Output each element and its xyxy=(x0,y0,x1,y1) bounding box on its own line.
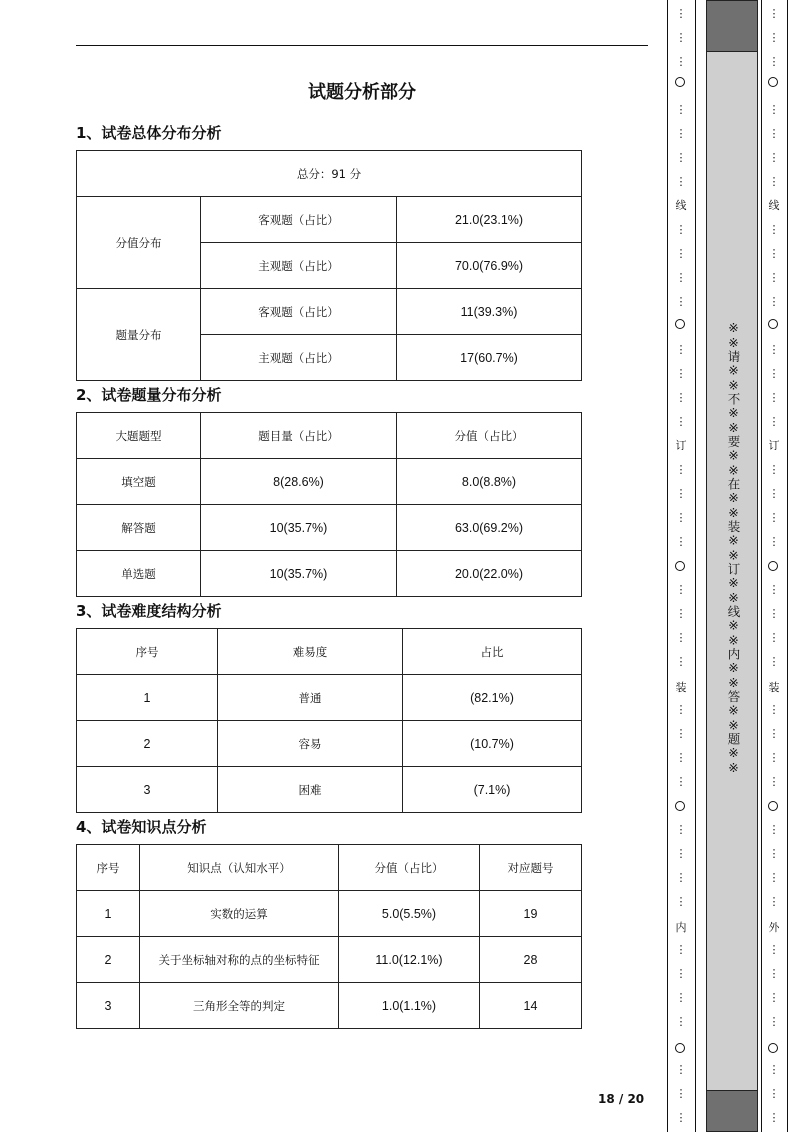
binding-dots: ⋮ xyxy=(675,127,687,140)
table-cell: 实数的运算 xyxy=(140,891,339,937)
table-cell: 单选题 xyxy=(77,551,201,597)
table-row xyxy=(77,551,582,597)
table-cell: (82.1%) xyxy=(403,675,582,721)
binding-dots: ⋮ xyxy=(675,1063,687,1076)
binding-dots: ⋮ xyxy=(768,487,780,500)
section-1-title: 1、试卷总体分布分析 xyxy=(76,124,222,142)
column-header: 占比 xyxy=(403,629,582,675)
section-4-title: 4、试卷知识点分析 xyxy=(76,818,207,836)
binding-dots: ⋮ xyxy=(768,895,780,908)
table-cell: 63.0(69.2%) xyxy=(397,505,582,551)
binding-line-outer-right xyxy=(787,0,788,1132)
binding-strip-bottom-block xyxy=(706,1090,758,1132)
binding-dots: ⋮ xyxy=(768,727,780,740)
table-row xyxy=(77,197,582,243)
table-row xyxy=(77,675,582,721)
binding-dots: ⋮ xyxy=(768,7,780,20)
table-row xyxy=(77,459,582,505)
binding-dots: ⋮ xyxy=(675,391,687,404)
table-cell: 1 xyxy=(77,675,218,721)
binding-dots: ⋮ xyxy=(768,127,780,140)
binding-dots: ⋮ xyxy=(675,151,687,164)
binding-hole-circle xyxy=(768,319,778,329)
count-group-cell: 题量分布 xyxy=(77,289,201,381)
binding-dots: ⋮ xyxy=(768,415,780,428)
overall-distribution-table xyxy=(76,150,582,381)
binding-line-outer-left xyxy=(761,0,762,1132)
table-cell: 70.0(76.9%) xyxy=(397,243,582,289)
binding-dots: ⋮ xyxy=(675,1087,687,1100)
binding-dots: ⋮ xyxy=(768,1087,780,1100)
binding-dots: ⋮ xyxy=(675,631,687,644)
binding-dots: ⋮ xyxy=(675,511,687,524)
binding-dots: ⋮ xyxy=(675,247,687,260)
table-row xyxy=(77,891,582,937)
table-cell: 11.0(12.1%) xyxy=(339,937,480,983)
binding-dots: ⋮ xyxy=(768,343,780,356)
table-cell: 填空题 xyxy=(77,459,201,505)
binding-line-inner-right xyxy=(695,0,696,1132)
binding-char-outside: 外 xyxy=(768,921,780,934)
table-cell: 2 xyxy=(77,721,218,767)
table-cell: (10.7%) xyxy=(403,721,582,767)
binding-dots: ⋮ xyxy=(768,703,780,716)
header-rule xyxy=(76,45,648,46)
binding-dots: ⋮ xyxy=(768,1111,780,1124)
table-cell: 10(35.7%) xyxy=(201,551,397,597)
binding-dots: ⋮ xyxy=(675,607,687,620)
binding-dots: ⋮ xyxy=(675,367,687,380)
binding-char-line: 线 xyxy=(675,199,687,212)
binding-dots: ⋮ xyxy=(675,295,687,308)
binding-char-fold: 装 xyxy=(768,681,780,694)
binding-dots: ⋮ xyxy=(675,487,687,500)
column-header: 对应题号 xyxy=(480,845,582,891)
binding-dots: ⋮ xyxy=(768,511,780,524)
table-cell: 8.0(8.8%) xyxy=(397,459,582,505)
score-group-cell: 分值分布 xyxy=(77,197,201,289)
binding-hole-circle xyxy=(768,561,778,571)
binding-dots: ⋮ xyxy=(768,31,780,44)
column-header: 分值（占比） xyxy=(339,845,480,891)
binding-dots: ⋮ xyxy=(675,583,687,596)
binding-dots: ⋮ xyxy=(675,991,687,1004)
binding-dots: ⋮ xyxy=(768,655,780,668)
binding-hole-circle xyxy=(675,561,685,571)
binding-dots: ⋮ xyxy=(768,55,780,68)
binding-line-inner-left xyxy=(667,0,668,1132)
binding-dots: ⋮ xyxy=(675,343,687,356)
binding-hole-circle xyxy=(768,801,778,811)
table-cell: (7.1%) xyxy=(403,767,582,813)
table-cell: 1.0(1.1%) xyxy=(339,983,480,1029)
binding-dots: ⋮ xyxy=(768,751,780,764)
question-distribution-table xyxy=(76,412,582,597)
binding-dots: ⋮ xyxy=(768,607,780,620)
table-cell: 8(28.6%) xyxy=(201,459,397,505)
binding-dots: ⋮ xyxy=(675,535,687,548)
binding-dots: ⋮ xyxy=(768,991,780,1004)
table-row xyxy=(77,721,582,767)
table-cell: 28 xyxy=(480,937,582,983)
binding-char-bind: 订 xyxy=(675,439,687,452)
binding-dots: ⋮ xyxy=(768,247,780,260)
binding-dots: ⋮ xyxy=(675,655,687,668)
column-header: 难易度 xyxy=(218,629,403,675)
binding-dots: ⋮ xyxy=(768,271,780,284)
binding-dots: ⋮ xyxy=(675,823,687,836)
table-row xyxy=(77,937,582,983)
table-cell: 2 xyxy=(77,937,140,983)
table-cell: 20.0(22.0%) xyxy=(397,551,582,597)
table-row xyxy=(77,289,582,335)
binding-dots: ⋮ xyxy=(675,31,687,44)
binding-dots: ⋮ xyxy=(768,367,780,380)
binding-dots: ⋮ xyxy=(675,895,687,908)
table-cell: 普通 xyxy=(218,675,403,721)
binding-dots: ⋮ xyxy=(675,775,687,788)
table-cell: 1 xyxy=(77,891,140,937)
binding-hole-circle xyxy=(768,77,778,87)
binding-dots: ⋮ xyxy=(675,7,687,20)
binding-hole-circle xyxy=(675,1043,685,1053)
outer-binding-column xyxy=(768,0,780,1132)
table-cell: 10(35.7%) xyxy=(201,505,397,551)
table-cell: 解答题 xyxy=(77,505,201,551)
binding-dots: ⋮ xyxy=(768,175,780,188)
binding-dots: ⋮ xyxy=(675,967,687,980)
table-cell: 客观题（占比） xyxy=(201,289,397,335)
binding-char-fold: 装 xyxy=(675,681,687,694)
binding-dots: ⋮ xyxy=(675,103,687,116)
section-2-title: 2、试卷题量分布分析 xyxy=(76,386,222,404)
table-cell: 主观题（占比） xyxy=(201,335,397,381)
binding-dots: ⋮ xyxy=(675,943,687,956)
table-cell: 困难 xyxy=(218,767,403,813)
table-cell: 21.0(23.1%) xyxy=(397,197,582,243)
binding-dots: ⋮ xyxy=(768,223,780,236)
total-score-cell: 总分：91 分 xyxy=(77,151,582,197)
column-header: 大题题型 xyxy=(77,413,201,459)
table-row xyxy=(77,505,582,551)
binding-dots: ⋮ xyxy=(768,967,780,980)
table-cell: 14 xyxy=(480,983,582,1029)
binding-warning-text: ※※请※※不※※要※※在※※装※※订※※线※※内※※答※※题※※ xyxy=(726,320,741,775)
knowledge-point-table xyxy=(76,844,582,1029)
table-row xyxy=(77,151,582,197)
column-header: 序号 xyxy=(77,845,140,891)
difficulty-table xyxy=(76,628,582,813)
table-row xyxy=(77,767,582,813)
binding-dots: ⋮ xyxy=(768,871,780,884)
column-header: 知识点（认知水平） xyxy=(140,845,339,891)
table-row xyxy=(77,983,582,1029)
binding-dots: ⋮ xyxy=(768,151,780,164)
table-cell: 17(60.7%) xyxy=(397,335,582,381)
binding-dots: ⋮ xyxy=(675,175,687,188)
binding-hole-circle xyxy=(768,1043,778,1053)
table-cell: 19 xyxy=(480,891,582,937)
table-cell: 三角形全等的判定 xyxy=(140,983,339,1029)
column-header: 分值（占比） xyxy=(397,413,582,459)
binding-dots: ⋮ xyxy=(675,463,687,476)
binding-char-line: 线 xyxy=(768,199,780,212)
binding-hole-circle xyxy=(675,319,685,329)
binding-dots: ⋮ xyxy=(768,943,780,956)
table-cell: 客观题（占比） xyxy=(201,197,397,243)
binding-dots: ⋮ xyxy=(768,295,780,308)
binding-dots: ⋮ xyxy=(768,391,780,404)
binding-dots: ⋮ xyxy=(768,463,780,476)
page-title: 试题分析部分 xyxy=(308,82,416,103)
binding-dots: ⋮ xyxy=(768,535,780,548)
binding-dots: ⋮ xyxy=(768,583,780,596)
table-header-row xyxy=(77,413,582,459)
binding-char-bind: 订 xyxy=(768,439,780,452)
table-header-row xyxy=(77,629,582,675)
binding-hole-circle xyxy=(675,801,685,811)
binding-dots: ⋮ xyxy=(768,1063,780,1076)
column-header: 序号 xyxy=(77,629,218,675)
table-cell: 主观题（占比） xyxy=(201,243,397,289)
table-cell: 3 xyxy=(77,983,140,1029)
binding-dots: ⋮ xyxy=(768,103,780,116)
binding-hole-circle xyxy=(675,77,685,87)
table-cell: 关于坐标轴对称的点的坐标特征 xyxy=(140,937,339,983)
binding-dots: ⋮ xyxy=(675,871,687,884)
table-cell: 5.0(5.5%) xyxy=(339,891,480,937)
table-cell: 11(39.3%) xyxy=(397,289,582,335)
binding-dots: ⋮ xyxy=(675,223,687,236)
table-cell: 3 xyxy=(77,767,218,813)
binding-dots: ⋮ xyxy=(675,55,687,68)
column-header: 题目量（占比） xyxy=(201,413,397,459)
binding-dots: ⋮ xyxy=(768,775,780,788)
binding-dots: ⋮ xyxy=(675,751,687,764)
table-header-row xyxy=(77,845,582,891)
binding-strip-top-block xyxy=(706,0,758,52)
section-3-title: 3、试卷难度结构分析 xyxy=(76,602,222,620)
binding-dots: ⋮ xyxy=(675,1111,687,1124)
binding-dots: ⋮ xyxy=(675,727,687,740)
binding-dots: ⋮ xyxy=(768,631,780,644)
binding-dots: ⋮ xyxy=(768,847,780,860)
binding-dots: ⋮ xyxy=(675,847,687,860)
binding-dots: ⋮ xyxy=(675,703,687,716)
table-cell: 容易 xyxy=(218,721,403,767)
binding-char-inside: 内 xyxy=(675,921,687,934)
binding-dots: ⋮ xyxy=(675,415,687,428)
binding-dots: ⋮ xyxy=(768,823,780,836)
binding-dots: ⋮ xyxy=(675,1015,687,1028)
inner-binding-column xyxy=(675,0,687,1132)
page-number: 18 / 20 xyxy=(598,1092,645,1106)
binding-dots: ⋮ xyxy=(768,1015,780,1028)
binding-dots: ⋮ xyxy=(675,271,687,284)
